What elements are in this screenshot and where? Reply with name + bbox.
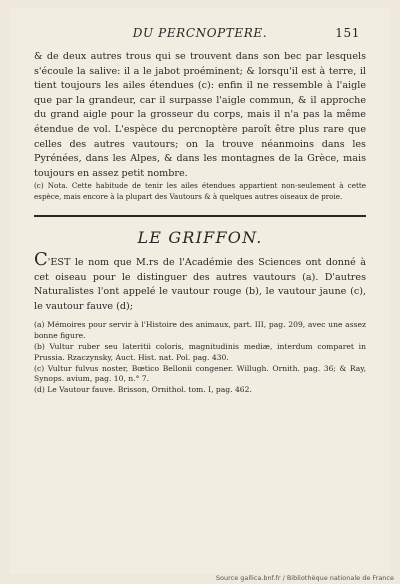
page-number: 151 <box>335 26 360 40</box>
footnote-d: (d) Le Vautour fauve. Brisson, Ornithol. tom. I, pag. 462. <box>34 385 252 395</box>
footnote-c: (c) Nota. Cette habitude de tenir les ailes étendues appartient non-seulement à cette espèce, mais encore à la plupart des Vautours & à quelques autres oiseaux de proie. <box>34 181 366 202</box>
section-rule <box>34 215 366 218</box>
text-block <box>34 50 366 396</box>
source-credit: Source gallica.bnf.fr / Bibliothèque nationale de France <box>215 574 394 582</box>
running-header <box>40 26 360 40</box>
footnote-c2: (c) Vultur fulvus noster, Bœtico Bellonii congener. Willugh. Ornith. pag. 36; & Ray, Synops. avium, pag. 10, n.° 7. <box>34 363 366 384</box>
section-title: LE GRIFFON. <box>137 228 263 248</box>
body-paragraph: & de deux autres trous qui se trouvent dans son bec par lesquels s'écoule la salive: il a le jabot proéminent; & lorsqu'il est à terre, il tient toujours les ailes étendues (c): enfin il ne ressemble à l'aigle que par la grandeur, car il surpasse l'aigle commun, & il approche du grand aigle pour la grosseur du corps, mais il n'a pas la même étendue de vol. L'espèce du percnoptère paroît être plus rare que celles des autres vautours; on la trouve néanmoins dans les Pyrénées, dans les Alpes, & dans les montagnes de la Grèce, mais toujours en assez petit nombre. <box>34 51 366 179</box>
section-intro <box>34 249 366 314</box>
header-title: DU PERCNOPTERE. <box>132 26 268 40</box>
footnote-b: (b) Vultur ruber seu lateritii coloris, magnitudinis mediæ, interdum comparet in Prussia. Rzaczynsky, Auct. Hist. nat. Pol. pag. 430. <box>34 342 366 362</box>
footnotes <box>34 320 366 396</box>
book-page <box>10 8 390 574</box>
section-intro-text: 'EST le nom que M.rs de l'Académie des Sciences ont donné à cet oiseau pour le distinguer des autres vautours (a). D'autres Naturalistes l'ont appelé le vautour rouge (b), le vautour jaune (c), le vautour fauve (d); <box>34 257 366 312</box>
drop-cap: C <box>34 249 48 271</box>
footnote-a: (a) Mémoires pour servir à l'Histoire des animaux, part. III, pag. 209, avec une assez bonne figure. <box>34 320 366 341</box>
